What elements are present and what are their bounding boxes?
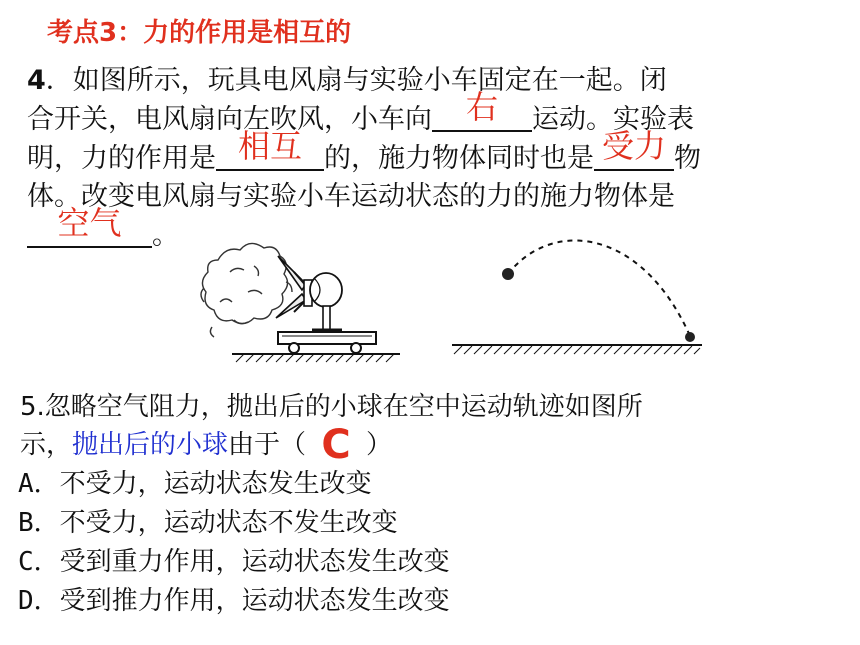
q4-text-4: 体。改变电风扇与实验小车运动状态的力的施力物体是 [27,181,675,212]
q4-text-3b: 的，施力物体同时也是 [324,143,594,174]
ball-end-icon [685,332,695,342]
option-a: A．不受力，运动状态发生改变 [18,469,372,499]
q5-line-2 [20,422,835,468]
q5-text-2a: 示， [20,430,73,460]
option-d: D．受到推力作用，运动状态发生改变 [18,586,450,616]
ball-trajectory-illustration [452,228,708,358]
cart-icon [278,332,376,353]
option-c: C．受到重力作用，运动状态发生改变 [18,547,450,577]
answer-4: 空气 [57,204,122,242]
q4-text-3c: 物 [674,143,701,174]
ground-line [452,345,702,354]
q4-text-3a: 明，力的作用是 [27,143,216,174]
answer-1: 右 [465,88,498,126]
answer-blank-1 [432,88,532,132]
fan-icon [276,256,342,330]
q4-line-2 [27,88,842,139]
fan-cart-illustration [190,232,400,367]
q5-highlight: 抛出后的小球 [72,430,229,460]
ball-start-icon [502,268,514,280]
q4-text-2a: 合开关，电风扇向左吹风，小车向 [27,104,432,135]
q5-answer: C [321,422,351,468]
trajectory-path [508,240,690,336]
answer-blank-2 [216,127,324,171]
answer-blank-3 [594,127,674,171]
section-title: 考点3：力的作用是相互的 [47,18,352,48]
option-b: B．不受力，运动状态不发生改变 [18,508,398,538]
question-5 [20,388,835,468]
answer-blank-4 [27,204,152,248]
answer-3: 受力 [601,127,666,165]
q5-line-1: 5.忽略空气阻力，抛出后的小球在空中运动轨迹如图所 [20,392,643,422]
q5-text-2b: 由于（ [228,430,307,460]
answer-2: 相互 [237,127,302,165]
q4-text-5: 。 [152,220,179,251]
q4-line-3 [27,127,842,178]
q4-line-5 [27,204,842,255]
q4-number: 4 [27,65,46,96]
q4-text-1: 如图所示，玩具电风扇与实验小车固定在一起。闭 [72,65,667,96]
question-4 [27,62,842,255]
q4-dot: ． [45,65,73,96]
q5-text-2c: ） [366,430,393,460]
q4-text-2b: 运动。实验表 [532,104,694,135]
ground-line [232,354,400,362]
